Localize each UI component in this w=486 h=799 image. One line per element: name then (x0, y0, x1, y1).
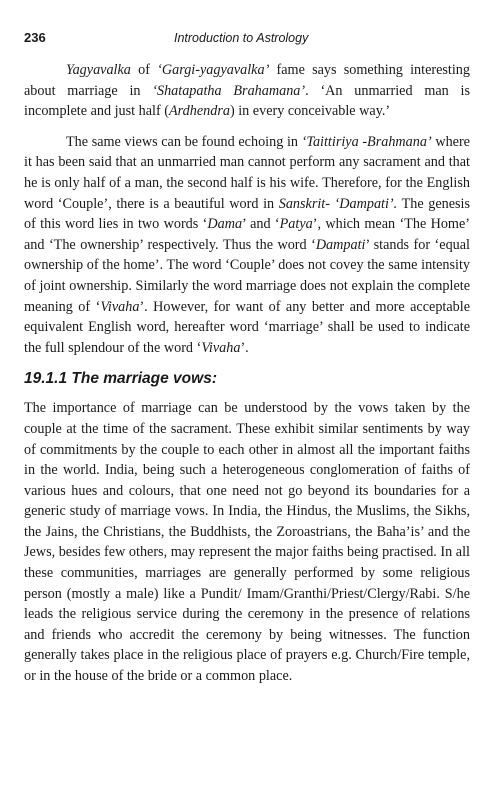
text-span: ‘Taittiriya -Brahmana’ (301, 133, 432, 150)
paragraph-dampati (24, 132, 470, 359)
text-span: ) in every conceivable way.’ (229, 103, 391, 120)
paragraph-yagyavalka (24, 60, 470, 122)
text-span: The same views can be found echoing in (66, 133, 302, 150)
text-span: Ardhendra (169, 103, 230, 120)
text-span: ’, which mean ‘The Home’ and ‘The ownership’ respectively. Thus the word ‘ (24, 216, 470, 253)
text-span: of (130, 62, 158, 78)
text-span: Dama (207, 216, 243, 233)
text-span: where it has been said that an unmarried man cannot perform any sacrament and that he is only half of a man, the second half is his wife. Therefore, for the English word ‘Couple’, there is a beautiful word in (24, 133, 470, 212)
text-span: fame says something interesting about marriage in (24, 62, 470, 99)
text-span: Dampati (315, 236, 366, 253)
text-span: Vivaha (201, 339, 241, 356)
text-span: . ‘An unmarried man is incomplete and just half ( (24, 82, 470, 120)
text-span: ’ and ‘ (242, 216, 280, 233)
text-span: ‘Shatapatha Brahamana’ (152, 82, 306, 99)
text-span: ’. However, for want of any better and more acceptable equivalent English word, hereafter word ‘marriage’ shall be used to indicate the full splendour of the word ‘ (24, 298, 470, 356)
text-span: The genesis of this word lies in two words ‘ (24, 195, 470, 233)
running-title: Introduction to Astrology (174, 31, 309, 45)
text-span: ’. (240, 339, 249, 356)
text-span: Patya (279, 216, 313, 233)
paragraph-marriage-vows: The importance of marriage can be understood by the vows taken by the couple at the time of the sacrament. These exhibit similar sentiments by way of commitments by the couple to each other in almost all the important faiths in the world. India, being such a heterogeneous conglomeration of faiths of various hues and colours, that one need not go beyond its boundaries for a generic study of marriage vows. In India, the Hindus, the Muslims, the Sikhs, the Jains, the Christians, the Buddhists, the Zoroastrians, the Baha’is’ and the Jews, besides few others, may represent the major faiths being practised. In all these communities, marriages are generally performed by some religious person (mostly a male) like a Pundit/ Imam/Granthi/Priest/Clergy/Rabi. S/he leads the religious service during the ceremony in the presence of relations and friends who accredit the ceremony by being witnesses. The function generally takes place in the religious place of prayers e.g. Church/Fire temple, or in the house of the bride or a common place. (24, 400, 470, 685)
text-span: ’ stands for ‘equal ownership of the home’. The word ‘Couple’ does not covey the same intensity of joint ownership. Similarly the word marriage does not explain the complete meaning of ‘ (24, 236, 470, 315)
page-number: 236 (24, 30, 46, 45)
text-span: Sanskrit- ‘Dampati’. (278, 195, 398, 212)
text-span: Yagyavalka (66, 62, 131, 78)
text-span: Vivaha (100, 298, 140, 315)
page-header (24, 30, 470, 56)
text-span: ‘Gargi-yagyavalka’ (157, 62, 270, 78)
section-heading: 19.1.1 The marriage vows: (24, 370, 217, 388)
